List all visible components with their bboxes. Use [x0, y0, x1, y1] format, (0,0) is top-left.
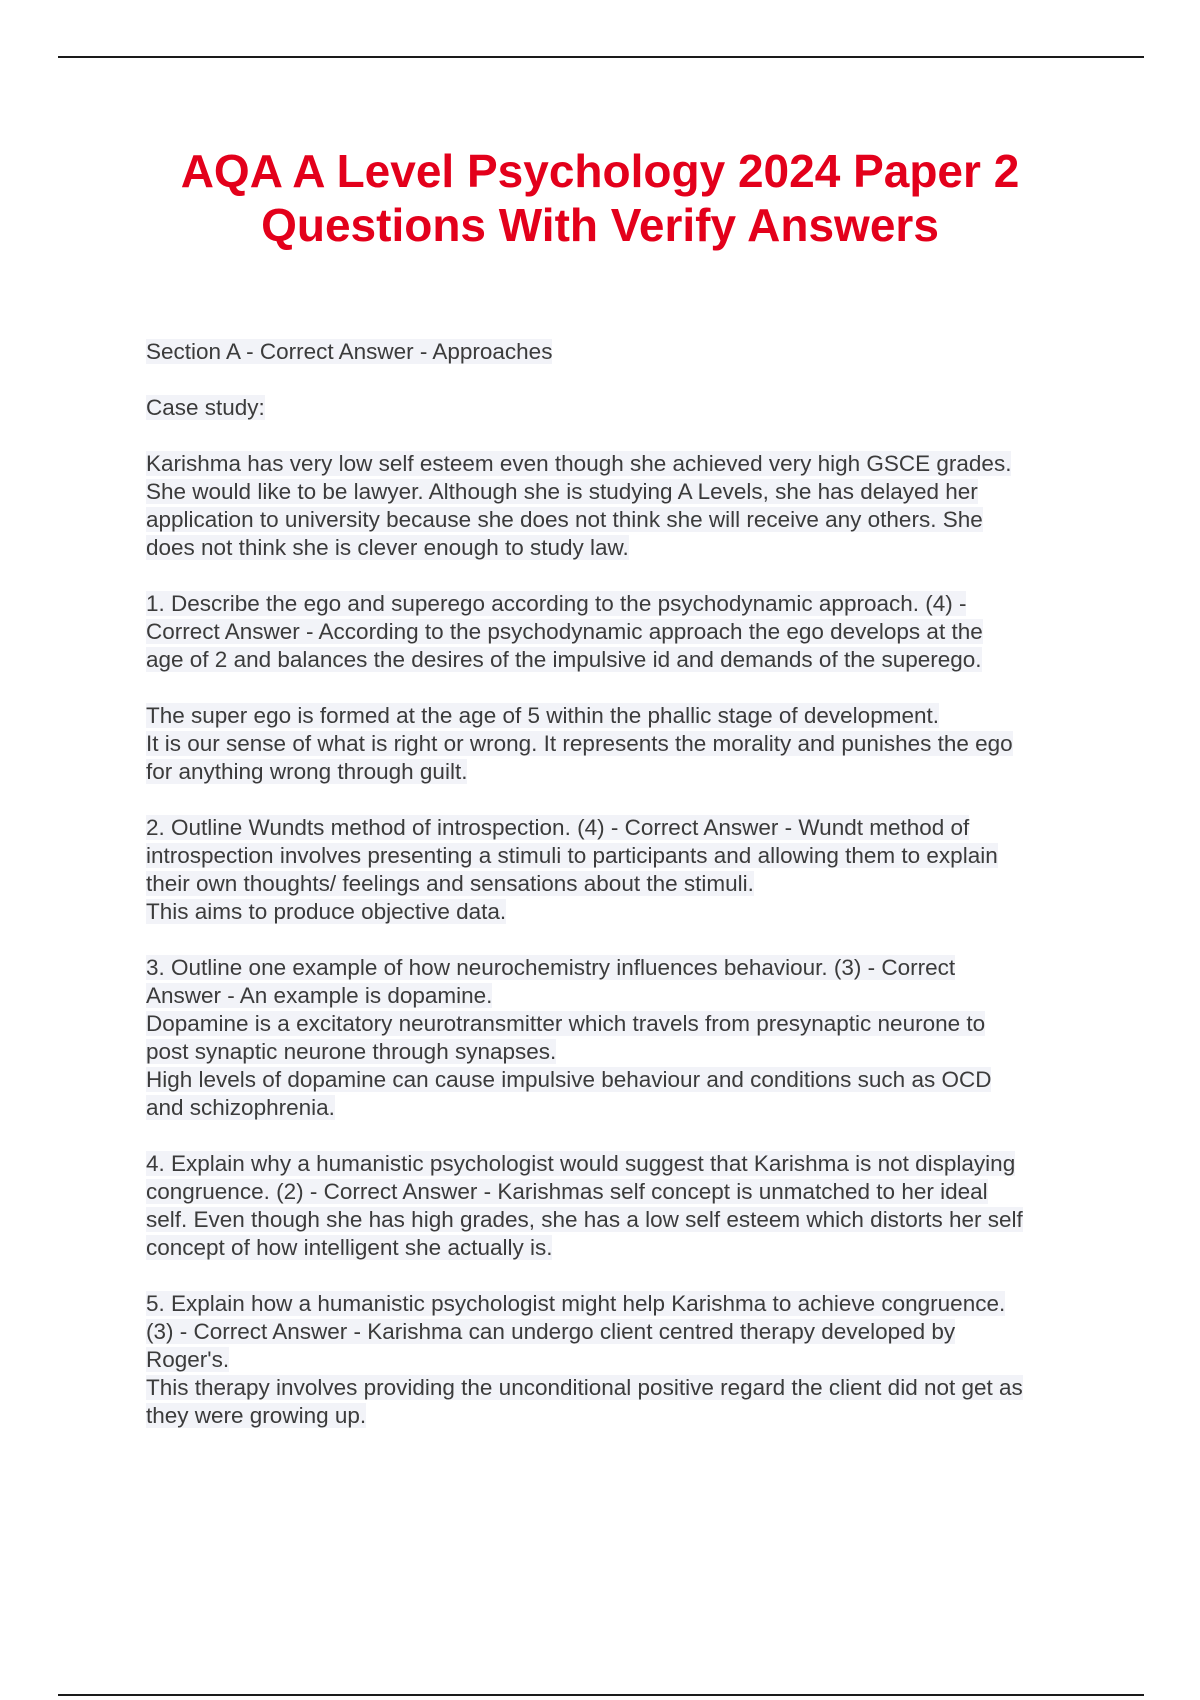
- question-2: [146, 814, 1096, 926]
- question-1: [146, 590, 1096, 674]
- text-line: Karishma has very low self esteem even though she achieved very high GSCE grades.: [146, 451, 1012, 476]
- text-line: It is our sense of what is right or wrong. It represents the morality and punishes the ego: [146, 731, 1013, 756]
- text-line: (3) - Correct Answer - Karishma can undergo client centred therapy developed by: [146, 1319, 956, 1344]
- text-line: their own thoughts/ feelings and sensations about the stimuli.: [146, 871, 754, 896]
- text-line: they were growing up.: [146, 1403, 367, 1428]
- text-line: Correct Answer - According to the psychodynamic approach the ego develops at the: [146, 619, 983, 644]
- document-title: [100, 144, 1100, 252]
- document-body: [146, 338, 1096, 1458]
- question-4: [146, 1150, 1096, 1262]
- question-1-continued: [146, 702, 1096, 786]
- case-study-text: [146, 450, 1096, 562]
- text-line: She would like to be lawyer. Although she is studying A Levels, she has delayed her: [146, 479, 978, 504]
- text-line: Dopamine is a excitatory neurotransmitter which travels from presynaptic neurone to: [146, 1011, 986, 1036]
- text-line: introspection involves presenting a stimuli to participants and allowing them to explain: [146, 843, 998, 868]
- text-line: This aims to produce objective data.: [146, 899, 507, 924]
- text-line: Section A - Correct Answer - Approaches: [146, 339, 553, 364]
- text-line: Answer - An example is dopamine.: [146, 983, 493, 1008]
- text-line: Case study:: [146, 395, 265, 420]
- text-line: post synaptic neurone through synapses.: [146, 1039, 557, 1064]
- text-line: 5. Explain how a humanistic psychologist might help Karishma to achieve congruence.: [146, 1291, 1006, 1316]
- text-line: This therapy involves providing the unconditional positive regard the client did not get as: [146, 1375, 1023, 1400]
- top-rule: [58, 56, 1144, 58]
- question-3: [146, 954, 1096, 1122]
- text-line: congruence. (2) - Correct Answer - Karishmas self concept is unmatched to her ideal: [146, 1179, 988, 1204]
- text-line: age of 2 and balances the desires of the impulsive id and demands of the superego.: [146, 647, 982, 672]
- text-line: 1. Describe the ego and superego according to the psychodynamic approach. (4) -: [146, 591, 967, 616]
- case-study-label: [146, 394, 1096, 422]
- section-heading: [146, 338, 1096, 366]
- question-5: [146, 1290, 1096, 1430]
- text-line: and schizophrenia.: [146, 1095, 335, 1120]
- text-line: self. Even though she has high grades, she has a low self esteem which distorts her self: [146, 1207, 1023, 1232]
- text-line: concept of how intelligent she actually is.: [146, 1235, 553, 1260]
- text-line: Roger's.: [146, 1347, 230, 1372]
- text-line: High levels of dopamine can cause impulsive behaviour and conditions such as OCD: [146, 1067, 992, 1092]
- title-line: AQA A Level Psychology 2024 Paper 2: [180, 145, 1020, 197]
- text-line: for anything wrong through guilt.: [146, 759, 468, 784]
- text-line: application to university because she does not think she will receive any others. She: [146, 507, 983, 532]
- text-line: 3. Outline one example of how neurochemistry influences behaviour. (3) - Correct: [146, 955, 956, 980]
- bottom-rule: [58, 1694, 1144, 1696]
- title-line: Questions With Verify Answers: [261, 199, 939, 251]
- text-line: 4. Explain why a humanistic psychologist would suggest that Karishma is not displaying: [146, 1151, 1016, 1176]
- text-line: The super ego is formed at the age of 5 within the phallic stage of development.: [146, 703, 939, 728]
- text-line: 2. Outline Wundts method of introspection. (4) - Correct Answer - Wundt method of: [146, 815, 970, 840]
- text-line: does not think she is clever enough to study law.: [146, 535, 629, 560]
